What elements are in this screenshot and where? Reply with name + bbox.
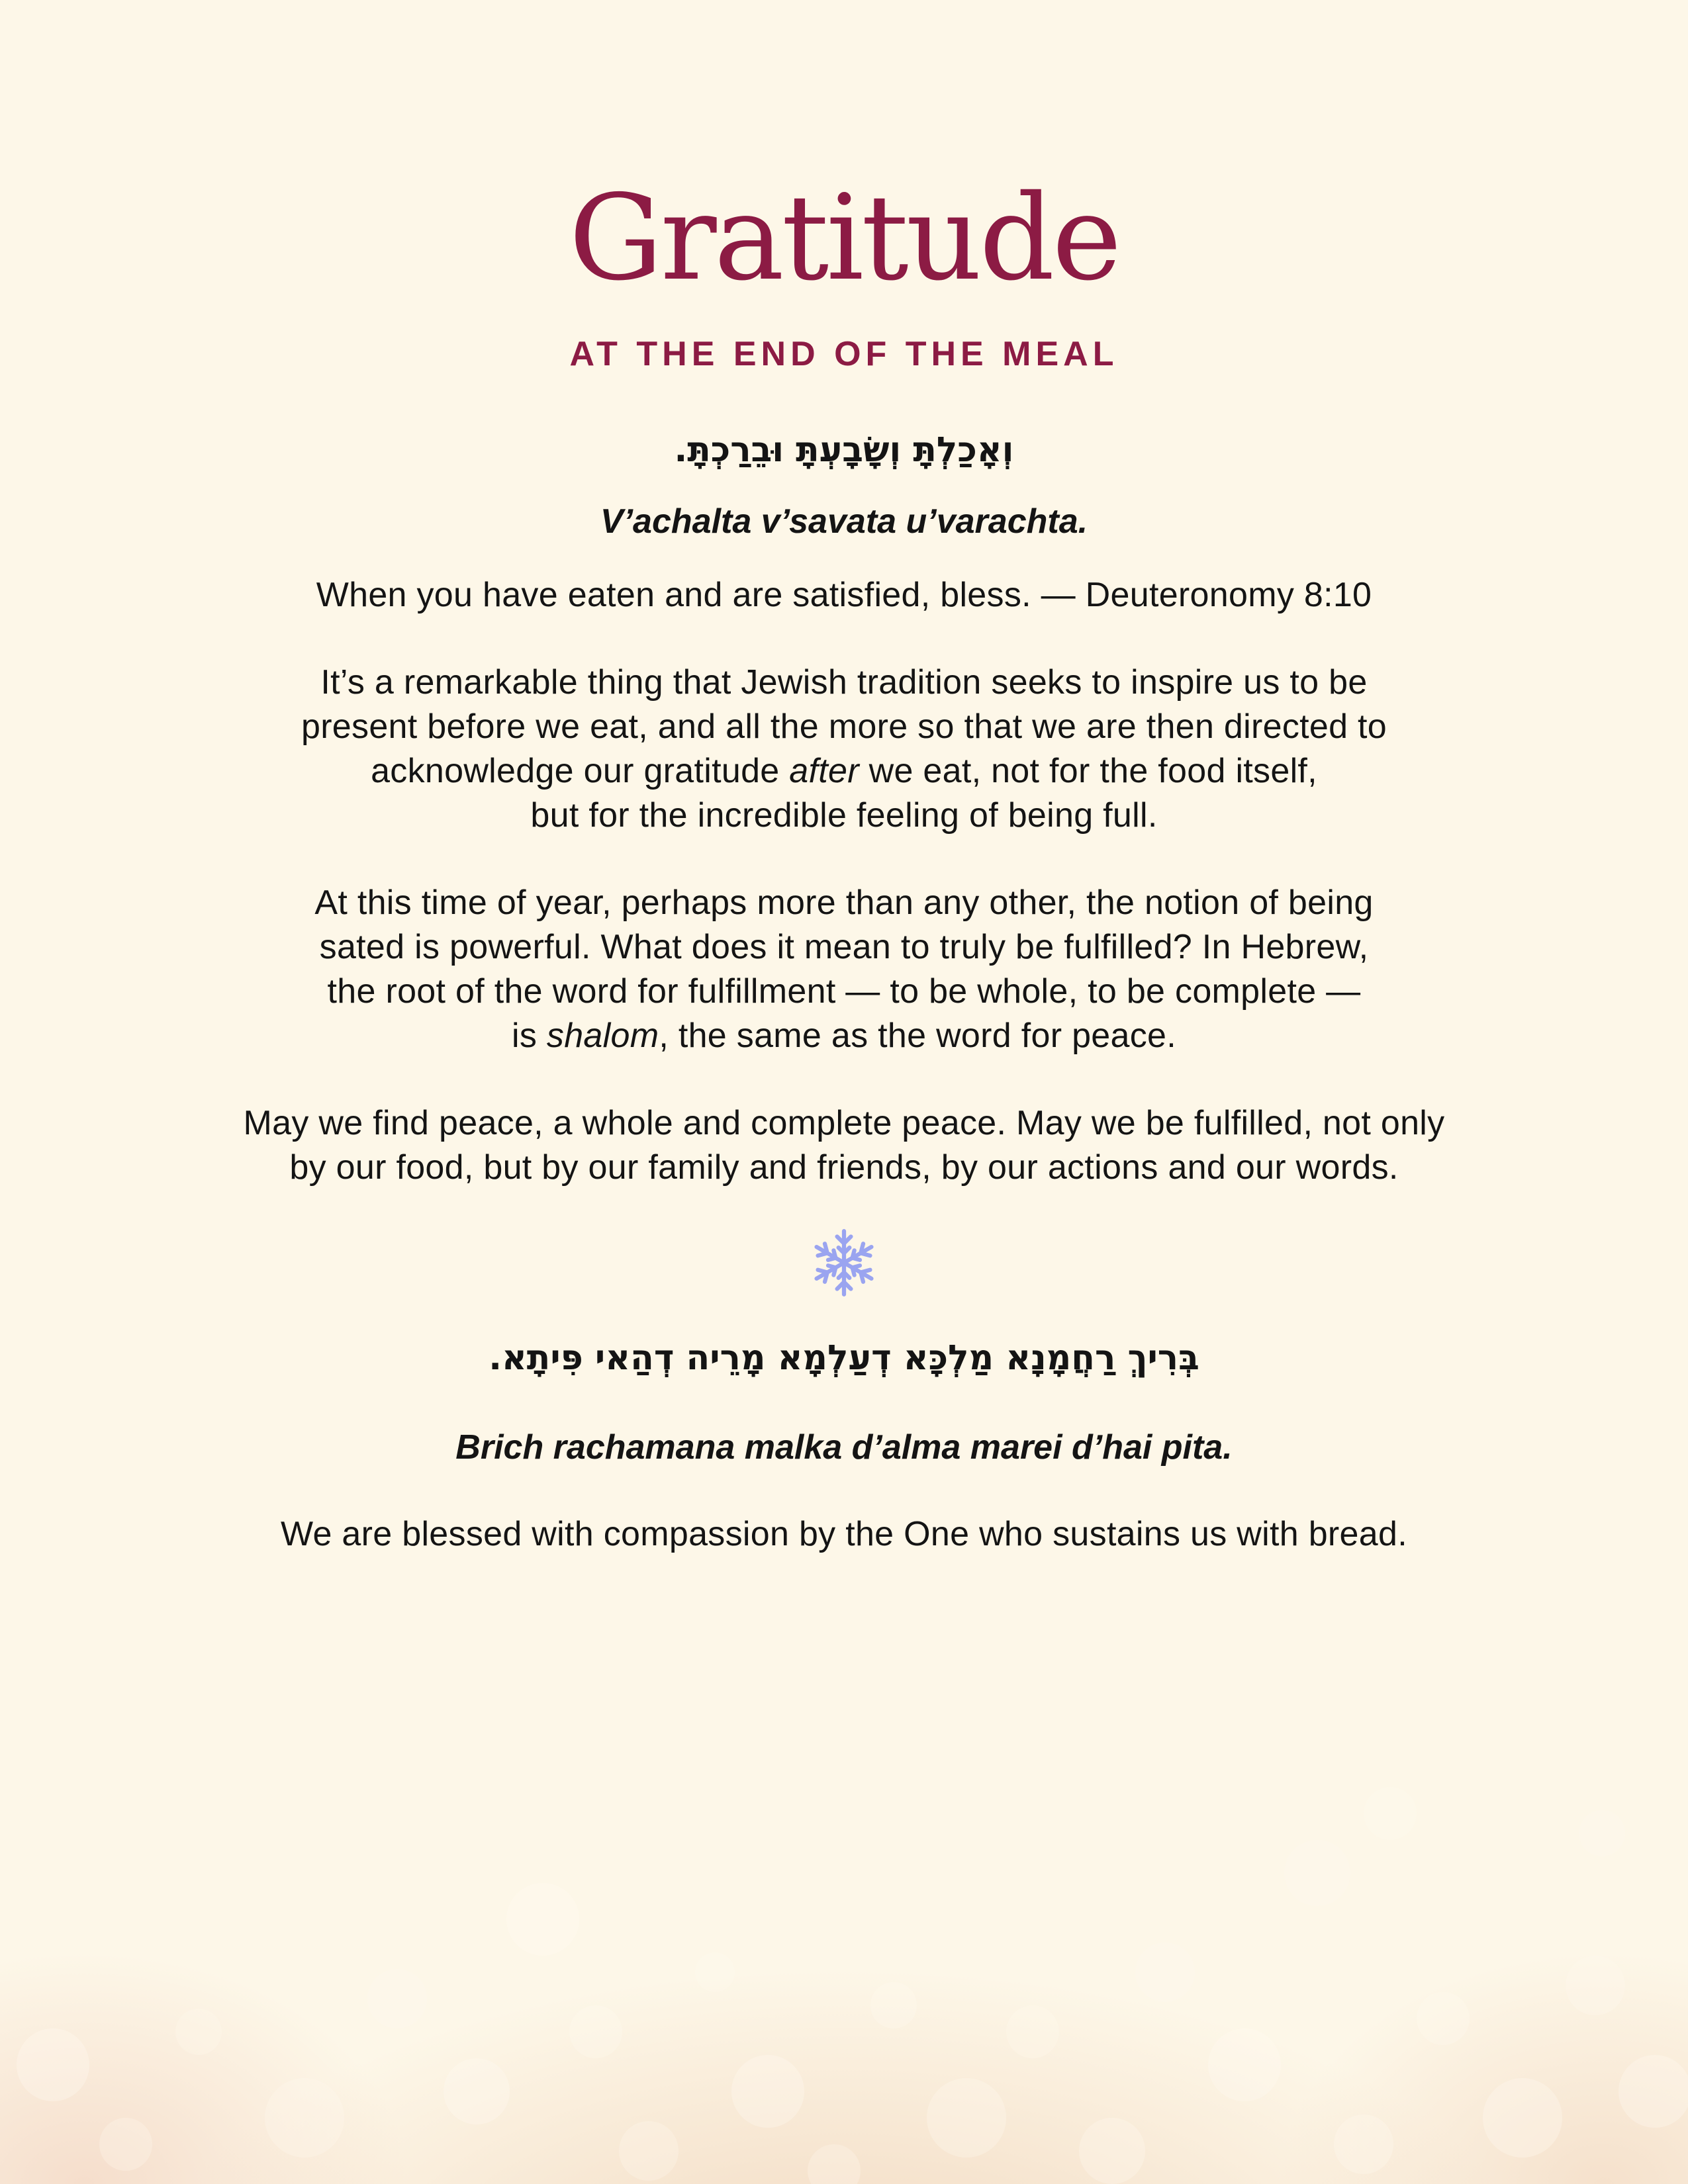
emphasis-after: after [789, 752, 859, 790]
paragraph-1-line: It’s a remarkable thing that Jewish tradition seeks to inspire us to be [320, 663, 1368, 702]
blessing-hebrew: בְּרִיךְ רַחֲמָנָא מַלְכָּא דְעַלְמָא מָרֵיה דְהַאי פִּיתָא. [489, 1338, 1199, 1378]
text-run: is [512, 1017, 547, 1055]
text-run: acknowledge our gratitude [371, 752, 790, 790]
text-run: we eat, not for the food itself, [859, 752, 1317, 790]
page-subtitle: AT THE END OF THE MEAL [569, 335, 1119, 373]
paragraph-2-line [0, 1014, 1688, 1058]
paragraph-3-line: by our food, but by our family and friends, by our actions and our words. [289, 1148, 1399, 1187]
paragraph-3 [0, 1101, 1688, 1190]
paragraph-1-line: but for the incredible feeling of being full. [530, 796, 1158, 835]
paragraph-1-line [0, 749, 1688, 794]
snowflake-icon [810, 1228, 878, 1297]
paragraph-2-line: At this time of year, perhaps more than any other, the notion of being [314, 884, 1374, 922]
paragraph-3-line: May we find peace, a whole and complete peace. May we be fulfilled, not only [243, 1104, 1445, 1142]
paragraph-2-line: sated is powerful. What does it mean to truly be fulfilled? In Hebrew, [319, 928, 1369, 966]
paragraph-1-line: present before we eat, and all the more so that we are then directed to [301, 707, 1387, 746]
bokeh-lights-background [0, 1721, 1688, 2184]
paragraph-2-line: the root of the word for fulfillment — to be whole, to be complete — [327, 972, 1361, 1011]
verse-translation: When you have eaten and are satisfied, bless. — Deuteronomy 8:10 [316, 576, 1372, 614]
blessing-translation: We are blessed with compassion by the One who sustains us with bread. [281, 1515, 1407, 1553]
emphasis-shalom: shalom [546, 1017, 659, 1055]
text-run: , the same as the word for peace. [659, 1017, 1176, 1055]
blessing-transliteration: Brich rachamana malka d’alma marei d’hai pita. [455, 1428, 1233, 1467]
paragraph-2 [0, 881, 1688, 1058]
verse-hebrew: וְאָכַלְתָּ וְשָׂבָעְתָּ וּבֵרַכְתָּ. [674, 430, 1014, 470]
verse-transliteration: V’achalta v’savata u’varachta. [600, 502, 1088, 541]
paragraph-1 [0, 660, 1688, 838]
page-title: Gratitude [569, 169, 1119, 306]
